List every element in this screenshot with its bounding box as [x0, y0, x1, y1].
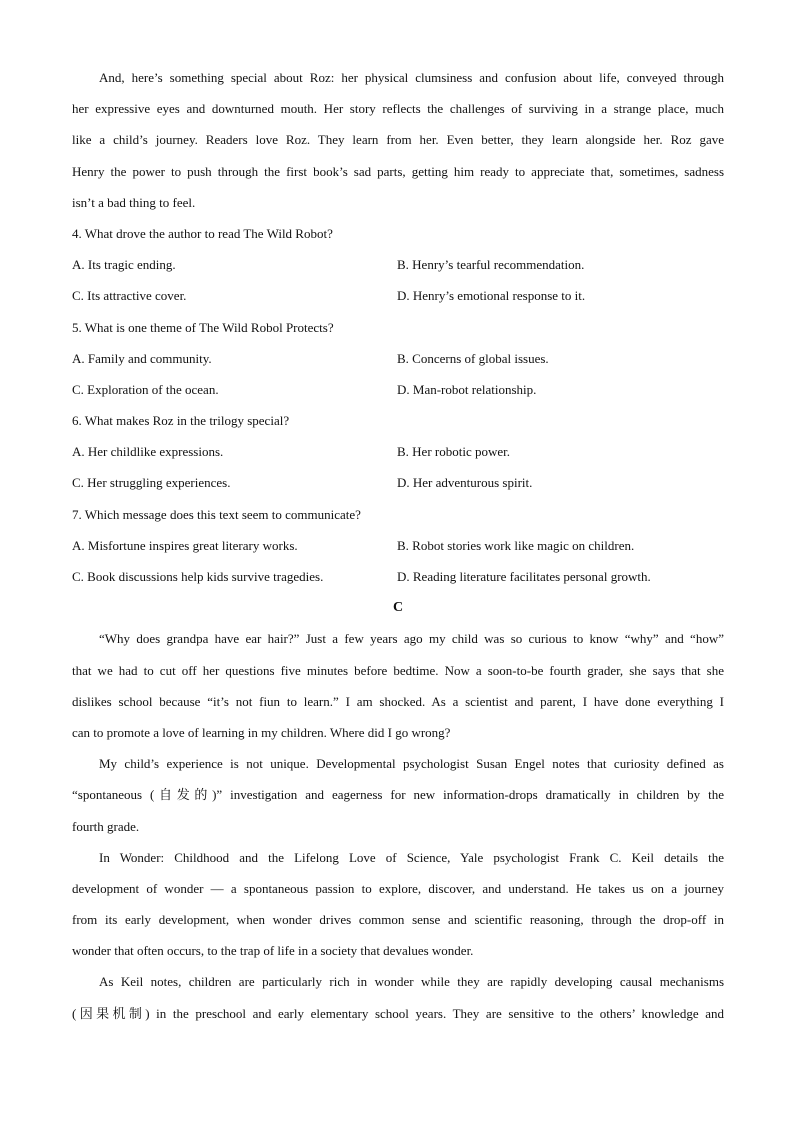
option-d: D. Reading literature facilitates personal growth. — [397, 569, 651, 584]
passage-line: fourth grade. — [72, 818, 140, 834]
passage-line: that we had to cut off her questions five minutes before bedtime. Now a soon-to-be fourth grader, she says that she — [72, 662, 724, 678]
passage-line: Henry the power to push through the first book’s sad parts, getting him ready to appreciate that, sometimes, sadness — [72, 163, 724, 179]
passage-line: My child’s experience is not unique. Developmental psychologist Susan Engel notes that curiosity defined as — [99, 756, 724, 772]
question-stem: 7. Which message does this text seem to communicate? — [72, 506, 361, 522]
option-d: D. Her adventurous spirit. — [397, 475, 533, 491]
option-b: B. Robot stories work like magic on children. — [397, 537, 635, 553]
passage-line: (因果机制) in the preschool and early elementary school years. They are sensitive to the others’ knowledge and — [72, 1005, 724, 1021]
option-d: D. Henry’s emotional response to it. — [397, 288, 586, 304]
passage-line: “spontaneous (自发的)” investigation and eagerness for new information-drops dramatically in children by the — [72, 787, 724, 803]
passage-line: her expressive eyes and downturned mouth. Her story reflects the challenges of surviving in a strange place, much — [72, 101, 724, 117]
option-row — [72, 374, 724, 405]
passage-line: isn’t a bad thing to feel. — [72, 194, 196, 210]
option-a: A. Family and community. — [72, 350, 212, 366]
passage-line: dislikes school because “it’s not fiun to learn.” I am shocked. As a scientist and parent, I have done everything I — [72, 693, 724, 709]
passage-line: As Keil notes, children are particularly rich in wonder while they are rapidly developing causal mechanisms — [99, 974, 724, 990]
passage-line: from its early development, when wonder drives common sense and scientific reasoning, through the drop-off in — [72, 912, 724, 928]
option-d: D. Man-robot relationship. — [397, 381, 537, 397]
option-c: C. Her struggling experiences. — [72, 475, 231, 491]
option-row — [72, 530, 724, 561]
option-b: B. Her robotic power. — [397, 444, 511, 460]
passage-line: “Why does grandpa have ear hair?” Just a few years ago my child was so curious to know “why” and “how” — [99, 631, 724, 647]
option-row — [72, 436, 724, 467]
option-c: C. Exploration of the ocean. — [72, 381, 219, 397]
question-stem: 6. What makes Roz in the trilogy special? — [72, 413, 290, 429]
passage-line: like a child’s journey. Readers love Roz. They learn from her. Even better, they learn alongside her. Roz gave — [72, 132, 724, 148]
option-row — [72, 343, 724, 374]
option-a: A. Its tragic ending. — [72, 257, 176, 273]
section-heading: C — [392, 600, 404, 616]
passage-line: In Wonder: Childhood and the Lifelong Love of Science, Yale psychologist Frank C. Keil details the — [99, 849, 724, 865]
option-a: A. Her childlike expressions. — [72, 444, 224, 460]
option-row — [72, 249, 724, 280]
passage-line: can to promote a love of learning in my children. Where did I go wrong? — [72, 724, 451, 740]
passage-line: development of wonder — a spontaneous passion to explore, discover, and understand. He takes us on a journey — [72, 880, 724, 896]
option-b: B. Concerns of global issues. — [397, 350, 549, 366]
option-a: A. Misfortune inspires great literary works. — [72, 537, 298, 553]
question-stem: 4. What drove the author to read The Wild Robot? — [72, 225, 333, 241]
option-row — [72, 467, 724, 498]
question-stem: 5. What is one theme of The Wild Robol Protects? — [72, 319, 334, 335]
option-c: C. Book discussions help kids survive tragedies. — [72, 569, 324, 584]
passage-line: wonder that often occurs, to the trap of life in a society that devalues wonder. — [72, 943, 474, 959]
option-c: C. Its attractive cover. — [72, 288, 187, 304]
page-content — [72, 62, 724, 1029]
option-row — [72, 280, 724, 311]
option-b: B. Henry’s tearful recommendation. — [397, 257, 585, 273]
passage-line: And, here’s something special about Roz: her physical clumsiness and confusion about life, conveyed through — [99, 70, 724, 85]
option-row — [72, 561, 724, 592]
